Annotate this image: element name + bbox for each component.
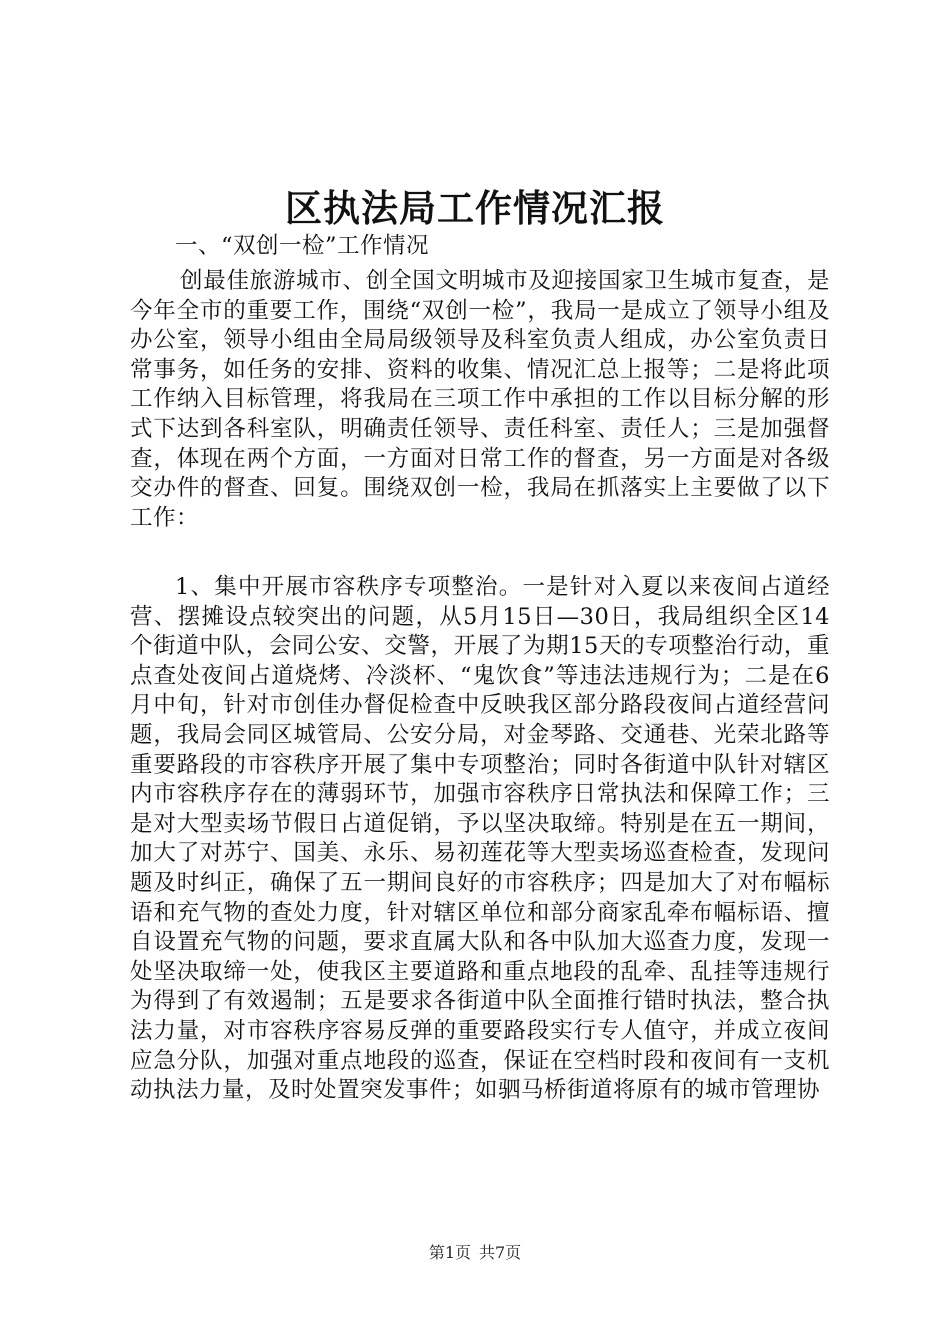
page-number-current: 第1页 — [428, 1243, 471, 1262]
document-title: 区执法局工作情况汇报 — [285, 186, 665, 230]
paragraph-intro: 创最佳旅游城市、创全国文明城市及迎接国家卫生城市复查，是今年全市的重要工作，围绕“双创一检”，我局一是成立了领导小组及办公室，领导小组由全局局级领导及科室负责人组成，办公室负责日常事务，如任务的安排、资料的收集、情况汇总上报等；二是将此项工作纳入目标管理，将我局在三项工作中承担的工作以目标分解的形式下达到各科室队，明确责任领导、责任科室、责任人；三是加强督查，体现在两个方面，一方面对日常工作的督查，另一方面是对各级交办件的督查、回复。围绕双创一检，我局在抓落实上主要做了以下工作： — [130, 268, 830, 531]
page-number-total: 共7页 — [479, 1243, 522, 1262]
section-heading: 一、“双创一检”工作情况 — [175, 233, 430, 259]
page-footer — [0, 1242, 950, 1264]
paragraph-item-1: 1、集中开展市容秩序专项整治。一是针对入夏以来夜间占道经营、摆摊设点较突出的问题，从5月15日—30日，我局组织全区14个街道中队，会同公安、交警，开展了为期15天的专项整治行动，重点查处夜间占道烧烤、冷淡杯、“鬼饮食”等违法违规行为；二是在6月中旬，针对市创佳办督促检查中反映我区部分路段夜间占道经营问题，我局会同区城管局、公安分局，对金琴路、交通巷、光荣北路等重要路段的市容秩序开展了集中专项整治；同时各街道中队针对辖区内市容秩序存在的薄弱环节，加强市容秩序日常执法和保障工作；三是对大型卖场节假日占道促销，予以坚决取缔。特别是在五一期间，加大了对苏宁、国美、永乐、易初莲花等大型卖场巡查检查，发现问题及时纠正，确保了五一期间良好的市容秩序；四是加大了对布幅标语和充气物的查处力度，针对辖区单位和部分商家乱牵布幅标语、擅自设置充气物的问题，要求直属大队和各中队加大巡查力度，发现一处坚决取缔一处，使我区主要道路和重点地段的乱牵、乱挂等违规行为得到了有效遏制；五是要求各街道中队全面推行错时执法，整合执法力量，对市容秩序容易反弹的重要路段实行专人值守，并成立夜间应急分队，加强对重点地段的巡查，保证在空档时段和夜间有一支机动执法力量，及时处置突发事件；如驷马桥街道将原有的城市管理协 — [130, 574, 830, 1104]
